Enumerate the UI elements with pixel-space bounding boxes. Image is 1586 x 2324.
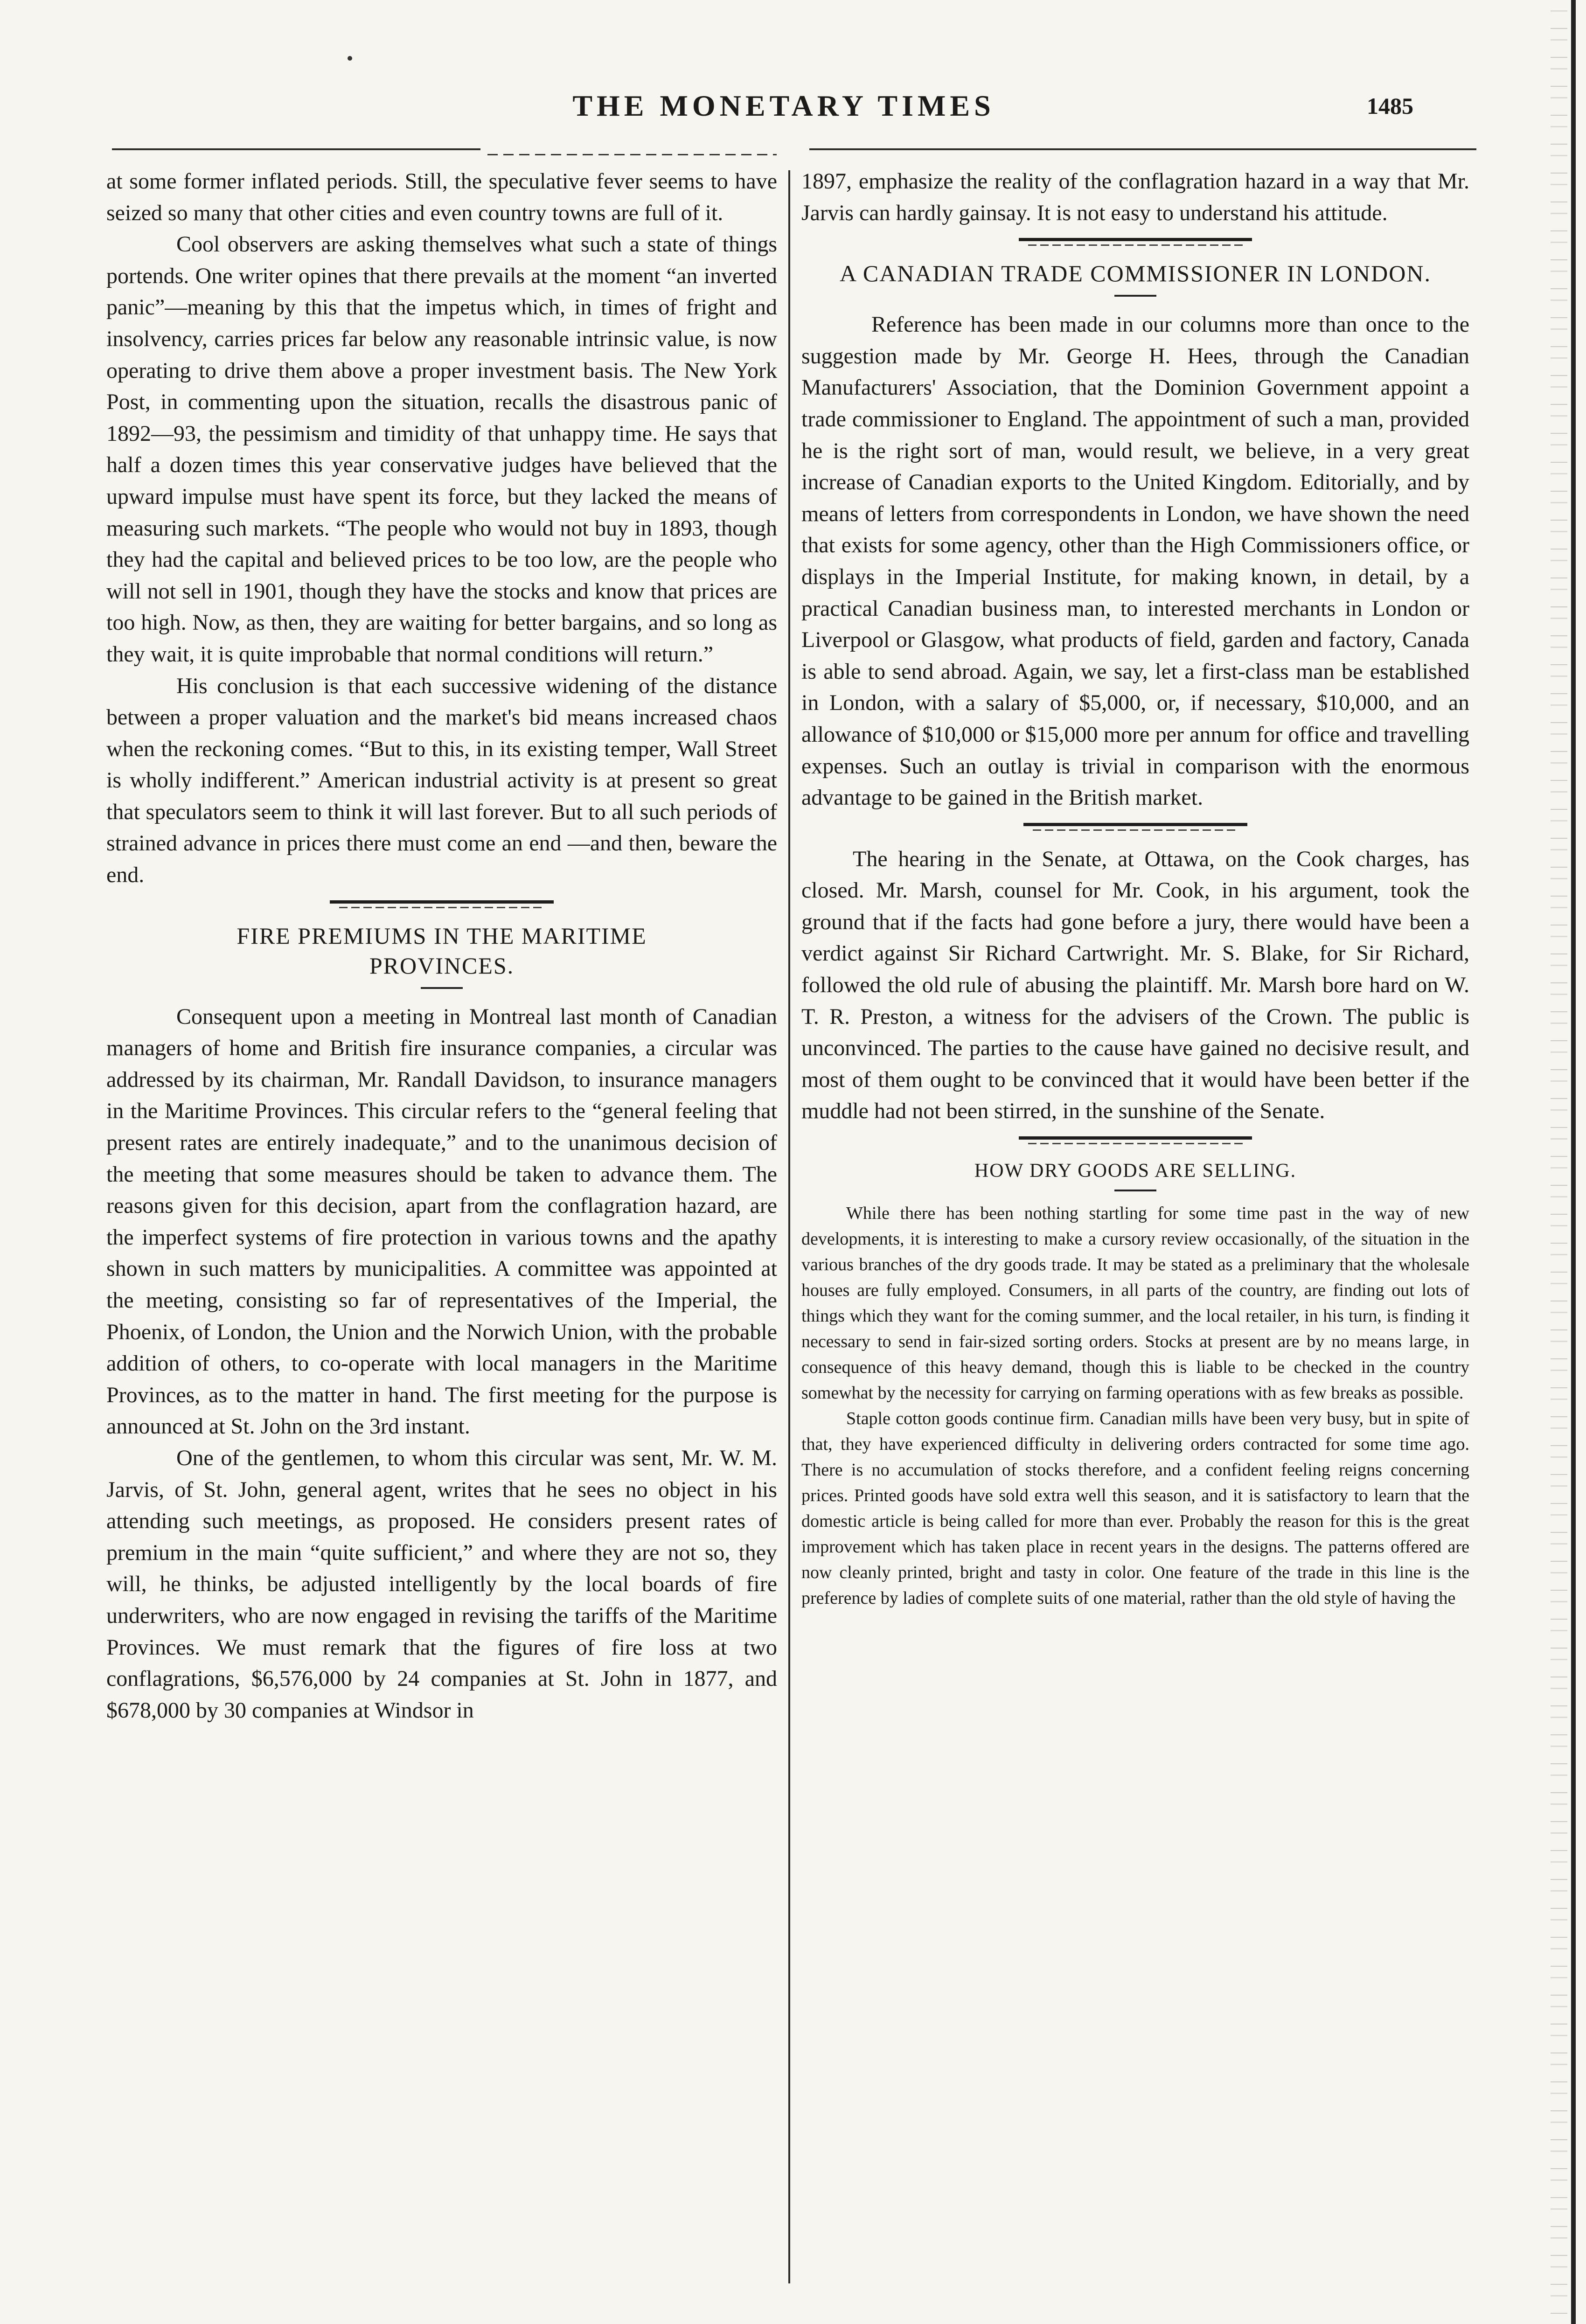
- right-column: [801, 166, 1469, 1611]
- column-divider: [788, 170, 790, 2283]
- section-heading-dry-goods: HOW DRY GOODS ARE SELLING.: [974, 1160, 1297, 1182]
- section-heading-trade-commissioner: A CANADIAN TRADE COMMISSIONER IN LONDON.: [840, 260, 1431, 287]
- print-speck: [348, 56, 352, 61]
- page-edge-shadow: [1571, 0, 1576, 2324]
- header-rule-right: [809, 148, 1476, 150]
- section-heading-fire-premiums: FIRE PREMIUMS IN THE MARITIME PROVINCES.: [237, 922, 647, 979]
- header-rule-dashed: [487, 154, 777, 155]
- section-separator: [801, 1127, 1469, 1157]
- article-paragraph: His conclusion is that each successive widening of the distance between a proper valuation and the market's bid means increased chaos when the reckoning comes. “But to this, in its existing temper, Wall Street is wholly indifferent.” American industrial activity is at present so great that speculators seem to think it will last forever. But to all such periods of strained advance in prices there must come an end —and then, beware the end.: [106, 673, 777, 888]
- section-separator: [801, 814, 1469, 843]
- article-paragraph: While there has been nothing startling for some time past in the way of new developments, it is interesting to make a cursory review occasionally, of the situation in the various branches of the dry goods trade. It may be stated as a preliminary that the wholesale houses are fully employed. Consumers, in all parts of the country, are finding out lots of things which they want for the coming summer, and the local retailer, in his turn, is finding it necessary to send in fair-sized sorting orders. Stocks at present are by no means large, in consequence of this heavy demand, though this is liable to be checked in the country somewhat by the necessity for carrying on farming operations with as few breaks as possible.: [801, 1204, 1469, 1403]
- heading-underline: [1114, 1190, 1156, 1191]
- page-edge-texture: [1551, 0, 1567, 2324]
- masthead-title: THE MONETARY TIMES: [572, 89, 995, 122]
- heading-underline: [1114, 295, 1156, 297]
- article-paragraph: 1897, emphasize the reality of the conflagration hazard in a way that Mr. Jarvis can hardly gainsay. It is not easy to understand his attitude.: [801, 169, 1469, 225]
- article-paragraph: One of the gentlemen, to whom this circular was sent, Mr. W. M. Jarvis, of St. John, general agent, writes that he sees no object in his attending such meetings, as proposed. He considers present rates of premium in the main “quite sufficient,” and where they are not so, they will, he thinks, be adjusted intelligently by the local boards of fire underwriters, who are now engaged in revising the tariffs of the Maritime Provinces. We must remark that the figures of fire loss at two conflagrations, $6,576,000 by 24 companies at St. John in 1877, and $678,000 by 30 companies at Windsor in: [106, 1445, 777, 1723]
- article-paragraph: The hearing in the Senate, at Ottawa, on the Cook charges, has closed. Mr. Marsh, counsel for Mr. Cook, in his argument, took the ground that if the facts had gone before a jury, there would have been a verdict against Sir Richard Cartwright. Mr. S. Blake, for Sir Richard, followed the old rule of abusing the plaintiff. Mr. Marsh bore hard on W. T. R. Preston, a witness for the advisers of the Crown. The public is unconvinced. The parties to the cause have gained no decisive result, and most of them ought to be convinced that it would have been better if the muddle had not been stirred, in the sunshine of the Senate.: [801, 846, 1469, 1124]
- page-number: 1485: [1367, 93, 1413, 119]
- left-column: [106, 166, 777, 1726]
- article-paragraph: Staple cotton goods continue firm. Canadian mills have been very busy, but in spite of that, they have experienced difficulty in delivering orders contracted for some time ago. There is no accumulation of stocks therefore, and a confident feeling reigns concerning prices. Printed goods have sold extra well this season, and it is satisfactory to learn that the domestic article is being called for more than ever. Probably the reason for this is the great improvement which has taken place in recent years in the designs. The patterns offered are now cleanly printed, bright and tasty in color. One feature of the trade in this line is the preference by ladies of complete suits of one material, rather than the old style of having the: [801, 1409, 1469, 1608]
- heading-underline: [421, 987, 463, 989]
- section-separator: [106, 891, 777, 921]
- section-separator: [801, 229, 1469, 258]
- article-paragraph: Consequent upon a meeting in Montreal last month of Canadian managers of home and British fire insurance companies, a circular was addressed by its chairman, Mr. Randall Davidson, to insurance managers in the Maritime Provinces. This circular refers to the “general feeling that present rates are entirely inadequate,” and to the unanimous decision of the meeting that some measures should be taken to advance them. The reasons given for this decision, apart from the conflagration hazard, are the imperfect systems of fire protection in various towns and the apathy shown in such matters by municipalities. A committee was appointed at the meeting, consisting so far of representatives of the Imperial, the Phoenix, of London, the Union and the Norwich Union, with the probable addition of others, to co-operate with local managers in the Maritime Provinces, as to the matter in hand. The first meeting for the purpose is announced at St. John on the 3rd instant.: [106, 1004, 777, 1439]
- header-rule-left: [112, 148, 480, 150]
- article-paragraph: at some former inflated periods. Still, the speculative fever seems to have seized so many that other cities and even country towns are full of it.: [106, 169, 777, 225]
- article-paragraph: Cool observers are asking themselves what such a state of things portends. One writer opines that there prevails at the moment “an inverted panic”—meaning by this that the impetus which, in times of fright and insolvency, carries prices far below any reasonable intrinsic value, is now operating to drive them above a proper investment basis. The New York Post, in commenting upon the situation, recalls the disastrous panic of 1892—93, the pessimism and timidity of that unhappy time. He says that half a dozen times this year conservative judges have believed that the upward impulse must have spent its force, but they lacked the means of measuring such markets. “The people who would not buy in 1893, though they had the capital and believed prices to be too low, are the people who will not sell in 1901, though they have the stocks and know that prices are too high. Now, as then, they are waiting for better bargains, and so long as they wait, it is quite improbable that normal conditions will return.”: [106, 232, 777, 667]
- article-paragraph: Reference has been made in our columns more than once to the suggestion made by Mr. George H. Hees, through the Canadian Manufacturers' Association, that the Dominion Government appoint a trade commissioner to England. The appointment of such a man, provided he is the right sort of man, would result, we believe, in a very great increase of Canadian exports to the United Kingdom. Editorially, and by means of letters from correspondents in London, we have shown the need that exists for some agency, other than the High Commissioners office, or displays in the Imperial Institute, for making known, in detail, by a practical Canadian business man, to interested merchants in London or Liverpool or Glasgow, what products of field, garden and factory, Canada is able to send abroad. Again, we say, let a first-class man be established in London, with a salary of $5,000, or, if necessary, $10,000, and an allowance of $10,000 or $15,000 more per annum for office and travelling expenses. Such an outlay is trivial in comparison with the enormous advantage to be gained in the British market.: [801, 312, 1469, 810]
